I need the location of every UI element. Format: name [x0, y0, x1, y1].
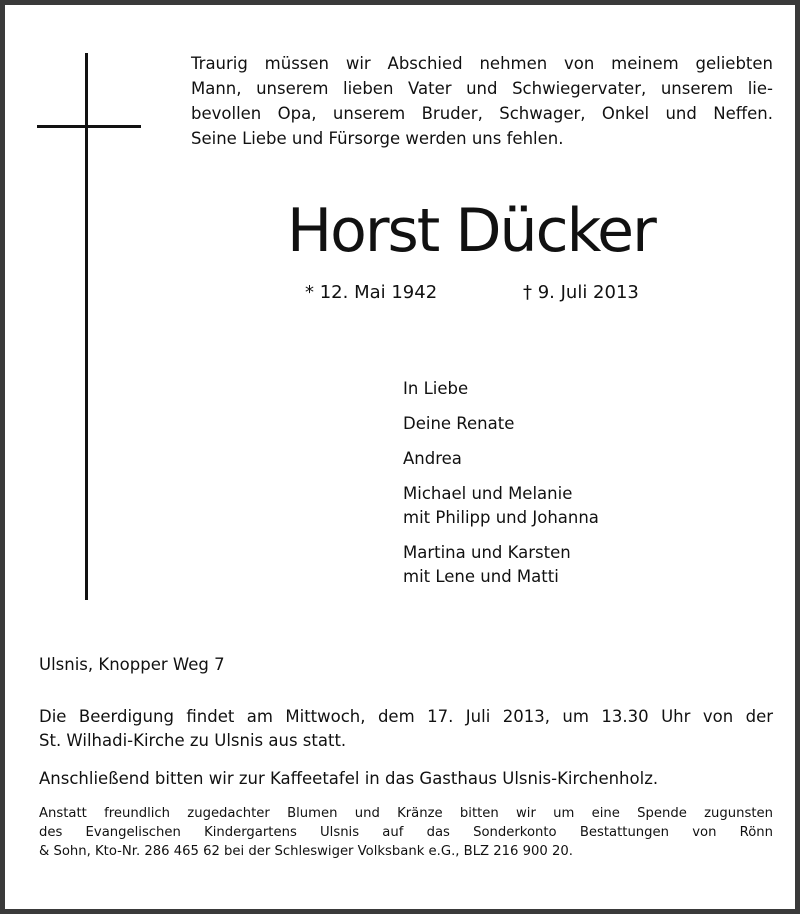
- donation-line: des Evangelischen Kindergartens Ulsnis auf das Sonderkonto Bestattungen von Rönn: [39, 825, 773, 840]
- family-entry: [403, 377, 723, 401]
- family-line: mit Philipp und Johanna: [403, 508, 599, 527]
- family-list: [403, 377, 723, 600]
- funeral-line: St. Wilhadi-Kirche zu Ulsnis aus statt.: [39, 731, 347, 750]
- intro-line: Mann, unserem lieben Vater und Schwiegervater, unserem lie-: [191, 79, 773, 98]
- intro-line: bevollen Opa, unserem Bruder, Schwager, Onkel und Neffen.: [191, 104, 773, 123]
- intro-text: [191, 51, 773, 151]
- death-date: † 9. Juli 2013: [523, 282, 639, 303]
- intro-line: Seine Liebe und Fürsorge werden uns fehlen.: [191, 129, 564, 148]
- family-line: In Liebe: [403, 379, 469, 398]
- family-line: Martina und Karsten: [403, 543, 571, 562]
- family-line: Deine Renate: [403, 414, 515, 433]
- funeral-info: [39, 705, 773, 753]
- family-entry: [403, 482, 723, 530]
- address: Ulsnis, Knopper Weg 7: [39, 655, 225, 674]
- cross-icon: [85, 53, 88, 600]
- family-entry: [403, 541, 723, 589]
- donation-line: Anstatt freundlich zugedachter Blumen und Kränze bitten wir um eine Spende zugunsten: [39, 806, 773, 821]
- donation-info: [39, 804, 773, 861]
- family-line: mit Lene und Matti: [403, 567, 559, 586]
- cross-icon-bar: [37, 125, 141, 128]
- funeral-line: Die Beerdigung findet am Mittwoch, dem 17. Juli 2013, um 13.30 Uhr von der: [39, 707, 773, 726]
- family-line: Michael und Melanie: [403, 484, 573, 503]
- family-entry: [403, 412, 723, 436]
- intro-line: Traurig müssen wir Abschied nehmen von meinem geliebten: [191, 54, 773, 73]
- family-entry: [403, 447, 723, 471]
- birth-date: * 12. Mai 1942: [305, 282, 438, 303]
- donation-line: & Sohn, Kto-Nr. 286 465 62 bei der Schleswiger Volksbank e.G., BLZ 216 900 20.: [39, 844, 573, 859]
- family-line: Andrea: [403, 449, 462, 468]
- deceased-name: Horst Dücker: [287, 196, 655, 266]
- coffee-info: Anschließend bitten wir zur Kaffeetafel in das Gasthaus Ulsnis-Kirchenholz.: [39, 769, 659, 788]
